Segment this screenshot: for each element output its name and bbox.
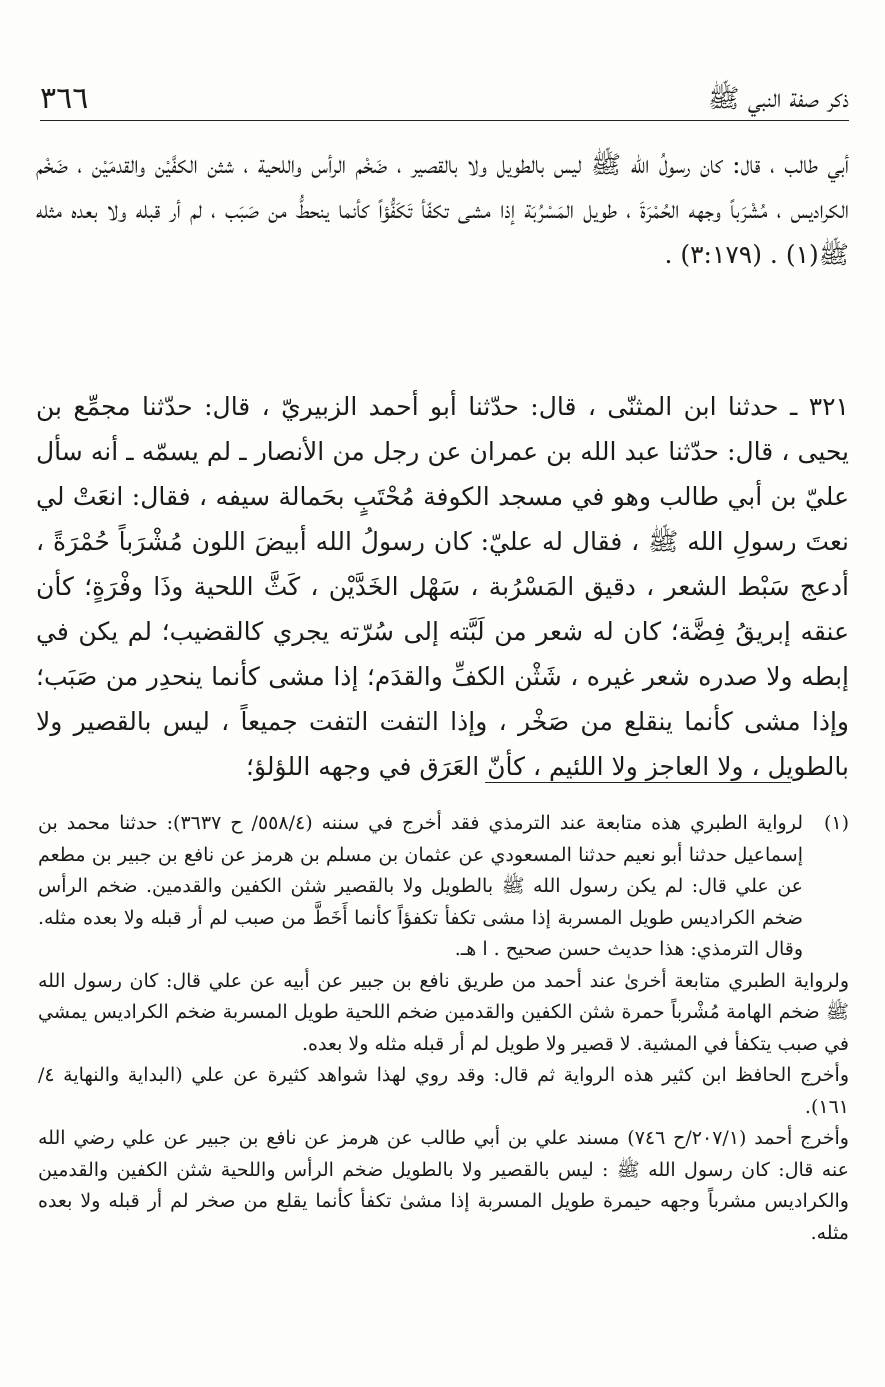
footnotes-section [38,808,849,1249]
footnote-separator [485,782,791,783]
hadith-321-paragraph: ٣٢١ ـ حدثنا ابن المثنّى ، قال: حدّثنا أبو أحمد الزبيريّ ، قال: حدّثنا مجمِّع بن يحيى ، قال: حدّثنا عبد الله بن عمران عن رجل من الأنصار ـ لم يسمّه ـ أنه سأل عليّ بن أبي طالب وهو في مسجد الكوفة مُحْتَبٍ بحَمالة سيفه ، فقال: انعَتْ لي نعتَ رسولِ الله ﷺ ، فقال له عليّ: كان رسولُ الله أبيضَ اللون مُشْرَباً حُمْرَةً ، أدعج سَبْط الشعر ، دقيق المَسْرُبة ، سَهْل الخَدَّيْن ، كَثَّ اللحية وذَا وفْرَةٍ؛ كأن عنقه إبريقُ فِضَّة؛ كان له شعر من لَبَّته إلى سُرّته يجري كالقضيب؛ لم يكن في إبطه ولا صدره شعر غيره ، شَثْن الكفِّ والقدَم؛ إذا مشى كأنما ينحدِر من صَبَب؛ وإذا مشى كأنما ينقلع من صَخْر ، وإذا التفت التفت جميعاً ، ليس بالقصير ولا بالطويل ، ولا العاجز ولا اللئيم ، كأنّ العَرَق في وجهه اللؤلؤ؛ [36,392,849,781]
continuation-paragraph: أبي طالب ، قال: كان رسولُ الله ﷺ ليس بالطويل ولا بالقصير ، ضَخْم الرأس واللحية ، شثن الكفَّيْن والقدمَيْن ، ضَخْم الكراديس ، مُشْرَباً وجهه الحُمْرَةَ ، طويل المَسْرُبَة إذا مشى تكفّأ تَكَفُّؤاً كأنما ينحطُّ من صَبَب ، لم أر قبله ولا بعده مثله ﷺ(١) . (٣:١٧٩) . [36,150,849,269]
footnote-marker: (١) [823,812,849,834]
running-title: ذكر صفة النبي ﷺ [708,84,849,114]
page-number: ٣٦٦ [40,81,89,116]
footnote-paragraph-2: ولرواية الطبري متابعة أخرىٰ عند أحمد من طريق نافع بن جبير عن أبيه عن علي قال: كان رسول الله ﷺ ضخم الهامة مُشْرباً حمرة شثن الكفين والقدمين ضخم اللحية طويل المسربة ضخم الكراديس يمشي في صبب يتكفأ في المشية. لا قصير ولا طويل لم أر قبله مثله ولا بعده. [38,969,849,1055]
footnote-paragraph-4: وأخرج أحمد (٢٠٧/١/ح ٧٤٦) مسند علي بن أبي طالب عن هرمز عن نافع بن جبير عن علي رضي الله عنه قال: كان رسول الله ﷺ : ليس بالقصير ولا بالطويل ضخم الرأس واللحية شثن الكفين والقدمين والكراديس مشرباً وجهه حيمرة طويل المسربة إذا مشىٰ تكفأ كأنما يقلع من صخر لم أر قبله ولا بعده مثله. [38,1127,849,1244]
footnote-paragraph-3: وأخرج الحافظ ابن كثير هذه الرواية ثم قال: وقد روي لهذا شواهد كثيرة عن علي (البداية والنهاية ٤/ ١٦١). [38,1064,849,1118]
page-header [40,78,849,121]
footnote-1 [38,808,849,966]
footnote-1-text: لرواية الطبري هذه متابعة عند الترمذي فقد أخرج في سننه (٥٥٨/٤/ ح ٣٦٣٧): حدثنا محمد بن إسماعيل حدثنا أبو نعيم حدثنا المسعودي عن عثمان بن مسلم بن هرمز عن نافع بن جبير بن مطعم عن علي قال: لم يكن رسول الله ﷺ بالطويل ولا بالقصير شثن الكفين والقدمين. ضخم الرأس ضخم الكراديس طويل المسربة إذا مشى تكفأ تكفؤاً كأنما أَخَطَّ من صبب لم أر قبله ولا بعده مثله. وقال الترمذي: هذا حديث حسن صحيح . ا هـ. [38,812,803,960]
